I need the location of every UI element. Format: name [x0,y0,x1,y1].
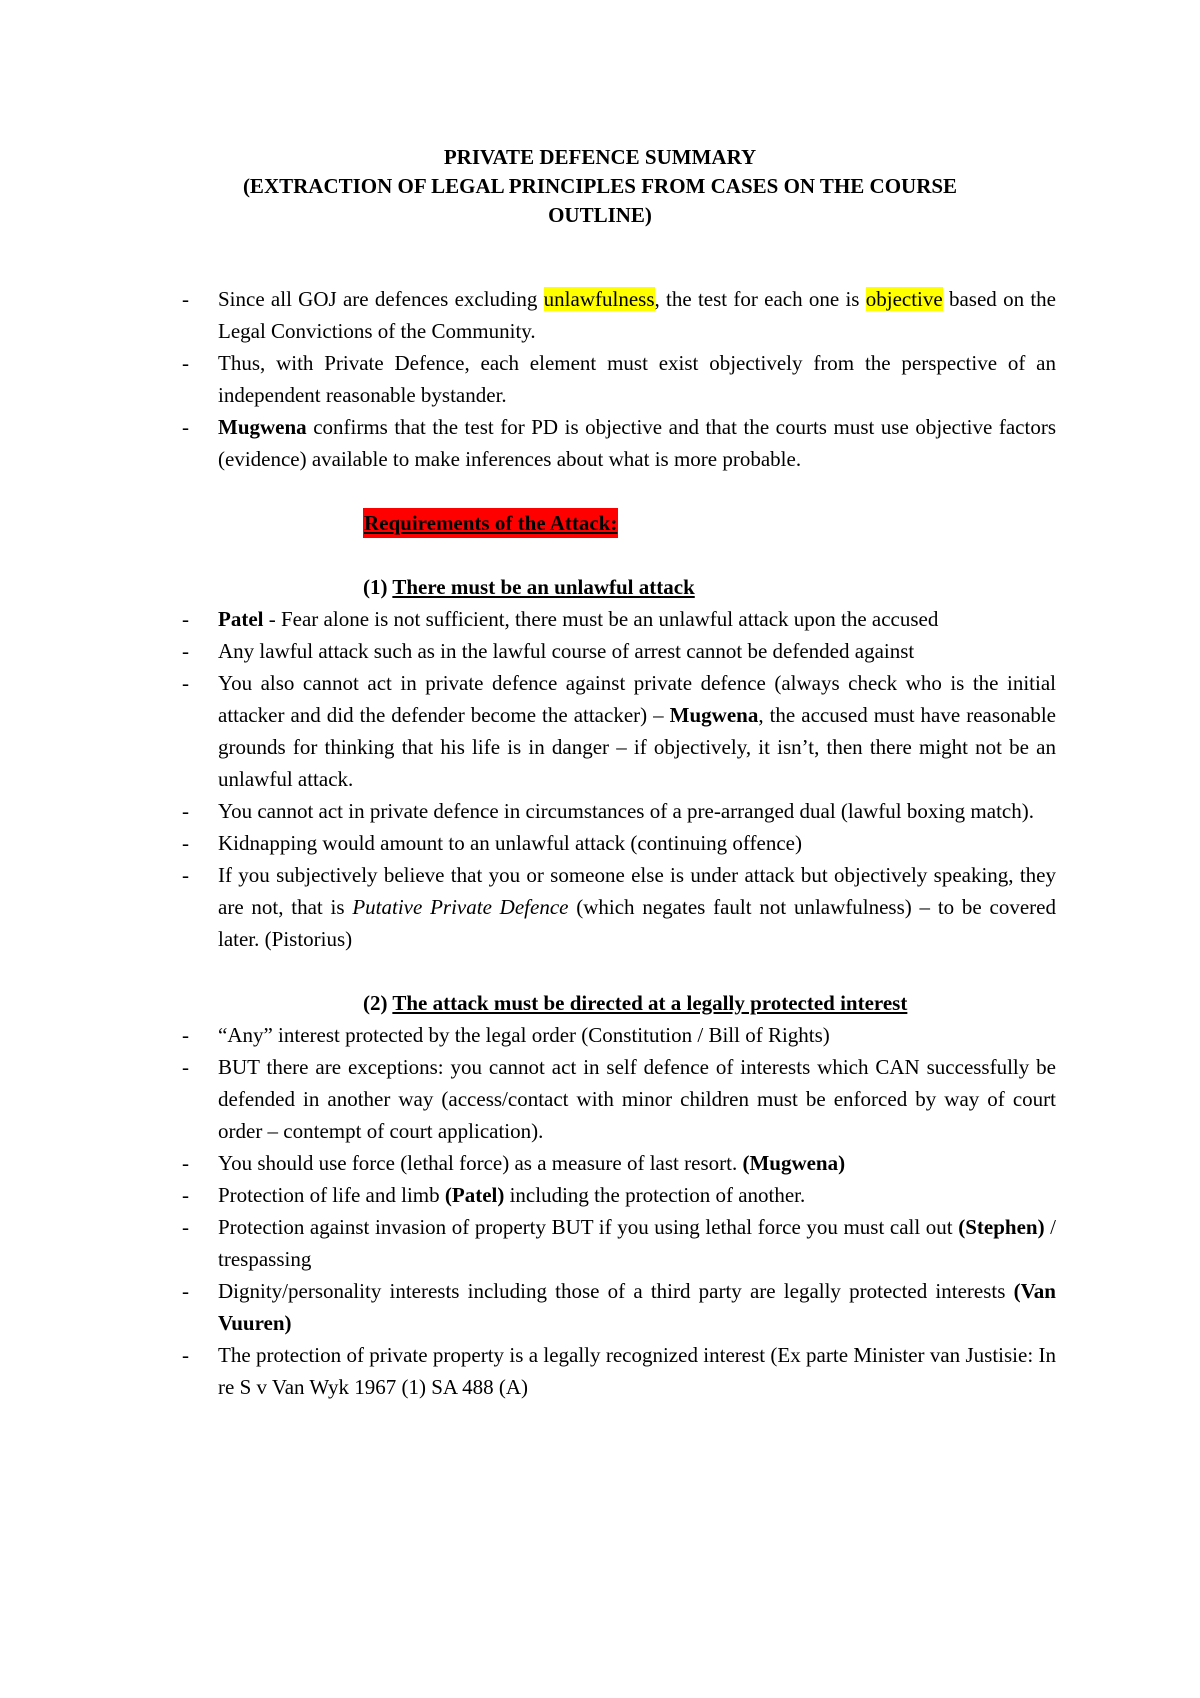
case-name: (Van Vuuren) [218,1279,1056,1335]
list-item: - You also cannot act in private defence against private defence (always check who is the initial attacker and did the defender become the attacker) – Mugwena, the accused must have reasonable grounds for thinking that his life is in danger – if objectively, it isn’t, then there might not be an unlawful attack. [0,667,1056,795]
bullet-dash-icon: - [182,1055,189,1079]
list-item: - Protection of life and limb (Patel) including the protection of another. [0,1179,1056,1211]
bullet-dash-icon: - [182,671,189,695]
bullet-dash-icon: - [182,351,189,375]
case-name: (Mugwena) [742,1151,846,1175]
section-1-list [0,603,1200,955]
bullet-dash-icon: - [182,415,189,439]
title-line-3: OUTLINE) [548,203,652,227]
bullet-dash-icon: - [182,607,189,631]
bullet-dash-icon: - [182,863,189,887]
bullet-dash-icon: - [182,799,189,823]
list-item: - Since all GOJ are defences excluding unlawfulness, the test for each one is objective based on the Legal Convictions of the Community. [0,283,1056,347]
list-item: - Any lawful attack such as in the lawful course of arrest cannot be defended against [0,635,1056,667]
bullet-dash-icon: - [182,1151,189,1175]
highlight-unlawfulness: unlawfulness [543,287,655,311]
bullet-dash-icon: - [182,1023,189,1047]
bullet-dash-icon: - [182,831,189,855]
list-item: - Thus, with Private Defence, each element must exist objectively from the perspective of an independent reasonable bystander. [0,347,1056,411]
list-item: - “Any” interest protected by the legal order (Constitution / Bill of Rights) [0,1019,1056,1051]
requirements-heading-row [0,507,1200,539]
list-item: - Protection against invasion of property BUT if you using lethal force you must call out (Stephen) / trespassing [0,1211,1056,1275]
list-item: - The protection of private property is a legally recognized interest (Ex parte Minister van Justisie: In re S v Van Wyk 1967 (1) SA 488 (A) [0,1339,1056,1403]
list-item: - You should use force (lethal force) as a measure of last resort. (Mugwena) [0,1147,1056,1179]
list-item: - Kidnapping would amount to an unlawful attack (continuing offence) [0,827,1056,859]
list-item: - You cannot act in private defence in circumstances of a pre-arranged dual (lawful boxing match). [0,795,1056,827]
emphasis-term: Putative Private Defence [352,895,569,919]
bullet-dash-icon: - [182,287,189,311]
case-name: (Patel) [444,1183,505,1207]
list-item: - If you subjectively believe that you or someone else is under attack but objectively speaking, they are not, that is Putative Private Defence (which negates fault not unlawfulness) – to be covered later. (Pistorius) [0,859,1056,955]
list-item: - Patel - Fear alone is not sufficient, there must be an unlawful attack upon the accused [0,603,1056,635]
case-name: Patel [218,607,264,631]
document-body [0,283,1200,1403]
document-title [160,143,1040,230]
requirements-heading: Requirements of the Attack: [363,508,618,538]
title-line-2: (EXTRACTION OF LEGAL PRINCIPLES FROM CASES ON THE COURSE [242,174,958,198]
list-item: - Mugwena confirms that the test for PD is objective and that the courts must use objective factors (evidence) available to make inferences about what is more probable. [0,411,1056,475]
bullet-dash-icon: - [182,1343,189,1367]
section-1-heading: (1) There must be an unlawful attack [363,575,695,599]
list-item: - Dignity/personality interests including those of a third party are legally protected interests (Van Vuuren) [0,1275,1056,1339]
intro-list [0,283,1200,475]
bullet-dash-icon: - [182,1183,189,1207]
case-name: Mugwena [669,703,759,727]
bullet-dash-icon: - [182,639,189,663]
title-line-1: PRIVATE DEFENCE SUMMARY [443,145,757,169]
section-2-heading: (2) The attack must be directed at a legally protected interest [363,991,908,1015]
bullet-dash-icon: - [182,1215,189,1239]
list-item: - BUT there are exceptions: you cannot act in self defence of interests which CAN successfully be defended in another way (access/contact with minor children must be enforced by way of court order – contempt of court application). [0,1051,1056,1147]
section-2-list [0,1019,1200,1403]
highlight-objective: objective [865,287,943,311]
bullet-dash-icon: - [182,1279,189,1303]
case-name: (Stephen) [958,1215,1045,1239]
case-name: Mugwena [218,415,307,439]
